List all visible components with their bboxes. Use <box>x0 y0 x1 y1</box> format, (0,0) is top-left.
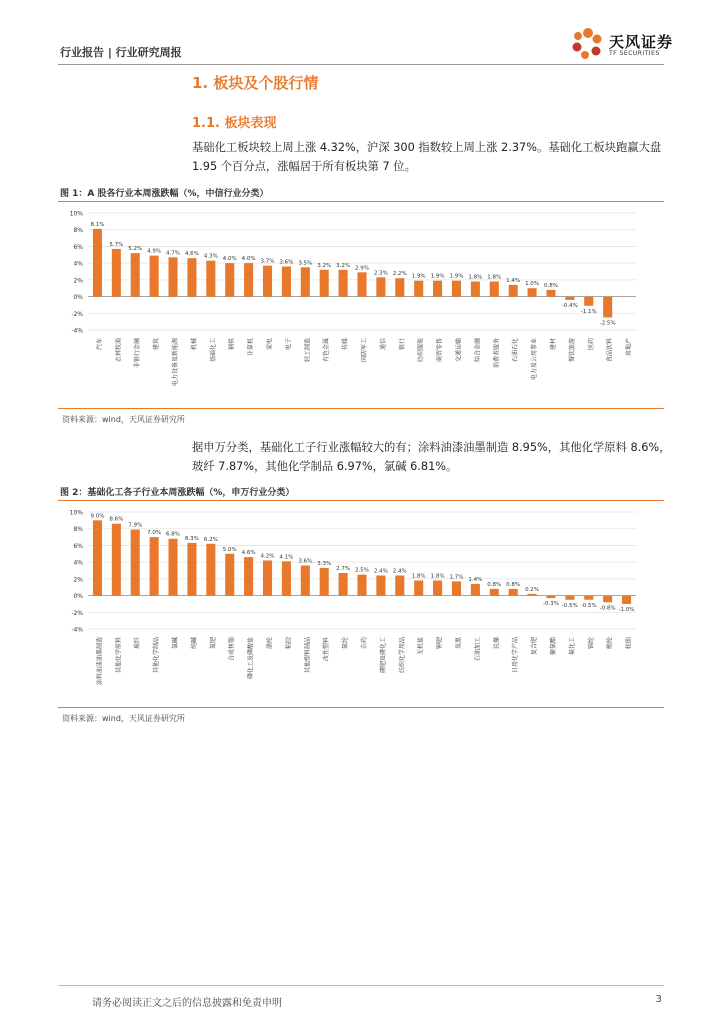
data-label: 3.7% <box>260 258 275 265</box>
x-tick-label: 纺织服装 <box>417 338 425 363</box>
y-tick-label: 8% <box>73 227 83 235</box>
data-label: 7.0% <box>147 530 162 537</box>
bar <box>244 557 253 595</box>
x-tick-label: 炭黑 <box>455 637 463 650</box>
data-label: 1.8% <box>430 573 445 580</box>
x-tick-label: 消费者服务 <box>493 338 501 369</box>
bar <box>528 594 537 596</box>
data-label: 2.7% <box>336 566 351 573</box>
x-tick-label: 电力设备及新能源 <box>172 338 180 387</box>
y-tick-label: 10% <box>69 210 83 218</box>
data-label: 1.9% <box>430 273 445 280</box>
data-label: 2.9% <box>355 265 369 272</box>
x-tick-label: 合成树脂 <box>228 637 236 662</box>
y-tick-label: 6% <box>73 243 83 251</box>
x-tick-label: 氨纶 <box>342 637 350 650</box>
x-tick-label: 轮胎 <box>625 637 633 650</box>
data-label: -2.5% <box>599 320 616 327</box>
header-breadcrumb: 行业报告 | 行业研究周报 <box>60 46 182 59</box>
bar <box>339 573 348 596</box>
y-tick-label: 0% <box>73 593 83 601</box>
bar <box>282 266 291 296</box>
bar <box>150 537 159 596</box>
bar <box>263 266 272 297</box>
x-tick-label: 房地产 <box>625 338 633 357</box>
bar <box>150 256 159 297</box>
figure-2-source: 资料来源：wind，天风证券研究所 <box>62 714 185 723</box>
bar <box>93 520 102 595</box>
bar <box>509 589 518 596</box>
data-label: 1.8% <box>411 573 426 580</box>
x-tick-label: 通信 <box>379 338 387 351</box>
bar <box>452 281 461 297</box>
x-tick-label: 维纶 <box>606 637 614 650</box>
figure-2-top-rule <box>58 500 664 501</box>
data-label: 6.3% <box>184 535 199 542</box>
bar <box>131 253 140 296</box>
data-label: -0.8% <box>599 605 616 612</box>
page-number: 3 <box>655 994 662 1005</box>
x-tick-label: 涤纶 <box>266 637 274 650</box>
bar <box>301 565 310 595</box>
data-label: 4.9% <box>147 248 162 255</box>
x-tick-label: 钢铁 <box>228 338 236 351</box>
y-tick-label: 0% <box>73 294 83 302</box>
data-label: -1.0% <box>618 606 635 613</box>
data-label: 2.4% <box>392 568 407 575</box>
x-tick-label: 氟化工 <box>568 637 576 656</box>
data-label: 6.8% <box>166 531 181 538</box>
x-tick-label: 钾肥 <box>436 637 444 650</box>
bar <box>433 581 442 596</box>
x-tick-label: 纯碱 <box>190 637 198 650</box>
y-tick-label: 10% <box>69 509 83 517</box>
bar <box>187 258 196 296</box>
bar <box>263 560 272 595</box>
data-label: 2.2% <box>392 271 407 278</box>
bar <box>357 575 366 596</box>
x-tick-label: 其他化学制品 <box>153 637 161 674</box>
x-tick-label: 轻工制造 <box>304 338 312 363</box>
bar <box>168 539 177 596</box>
x-tick-label: 农林牧渔 <box>115 338 123 363</box>
bar <box>603 297 612 318</box>
x-tick-label: 无机盐 <box>417 637 425 656</box>
x-tick-label: 改性塑料 <box>323 637 331 662</box>
bar <box>395 278 404 296</box>
section-heading: 1. 板块及个股行情 <box>192 74 319 92</box>
bar <box>414 581 423 596</box>
data-label: 4.1% <box>279 554 294 561</box>
bar <box>565 596 574 600</box>
x-tick-label: 石油石化 <box>512 338 520 363</box>
bar <box>339 270 348 297</box>
data-label: 1.4% <box>506 277 521 284</box>
x-tick-label: 食品饮料 <box>606 338 614 363</box>
bar <box>546 290 555 297</box>
x-tick-label: 家电 <box>266 338 274 351</box>
data-label: 3.2% <box>317 262 332 269</box>
bar <box>112 524 121 596</box>
x-tick-label: 医药 <box>587 338 595 351</box>
data-label: 4.3% <box>203 253 218 260</box>
data-label: 4.0% <box>241 256 256 263</box>
x-tick-label: 建材 <box>549 338 557 351</box>
data-label: 1.7% <box>449 574 464 581</box>
figure-1-title: 图 1：A 股各行业本周涨跌幅（%，中信行业分类） <box>60 189 269 199</box>
bar <box>320 568 329 596</box>
bar <box>244 263 253 296</box>
bar <box>301 267 310 296</box>
x-tick-label: 其他塑料制品 <box>304 637 312 674</box>
paragraph-1 <box>192 138 672 176</box>
x-tick-label: 氮肥 <box>209 637 217 650</box>
data-label: 3.2% <box>336 262 351 269</box>
data-label: 0.8% <box>487 581 502 588</box>
bar <box>603 596 612 603</box>
data-label: 4.7% <box>166 250 181 257</box>
data-label: -0.3% <box>542 601 559 608</box>
x-tick-label: 综合金融 <box>474 338 482 363</box>
bar <box>93 229 102 297</box>
bar <box>565 297 574 300</box>
bar <box>622 596 631 604</box>
bar <box>490 282 499 297</box>
bar <box>584 596 593 600</box>
data-label: 0.8% <box>543 282 558 289</box>
data-label: 4.0% <box>222 256 237 263</box>
bar <box>528 288 537 296</box>
x-tick-label: 锦纶 <box>587 637 595 650</box>
bar <box>206 261 215 297</box>
figure-1-top-rule <box>58 201 664 202</box>
data-label: 8.1% <box>90 221 105 228</box>
footer-divider <box>58 985 664 986</box>
bar <box>490 589 499 596</box>
bar <box>206 544 215 596</box>
data-label: 5.2% <box>128 246 143 253</box>
bar <box>320 270 329 297</box>
data-label: 4.2% <box>260 553 275 560</box>
x-tick-label: 磷化工及磷酸盐 <box>247 637 255 680</box>
y-tick-label: 6% <box>73 542 83 550</box>
subsection-heading: 1.1. 板块表现 <box>192 116 277 131</box>
x-tick-label: 电子 <box>285 338 293 351</box>
data-label: 1.8% <box>487 274 502 281</box>
x-tick-label: 餐饮旅游 <box>568 338 576 363</box>
bar <box>471 584 480 596</box>
figure-2-title: 图 2：基础化工各子行业本周涨跌幅（%，申万行业分类） <box>60 488 295 498</box>
bar <box>433 281 442 297</box>
x-tick-label: 聚氨酯 <box>549 637 557 656</box>
x-tick-label: 交通运输 <box>455 338 463 363</box>
y-tick-label: 2% <box>73 277 83 285</box>
paragraph-1-line-1: 基础化工板块较上周上涨 4.32%，沪深 300 指数较上周上涨 2.37%。基础化工板块跑赢大盘 <box>192 141 662 154</box>
brand-name: 天风证券 <box>609 33 674 51</box>
x-tick-label: 非银行金融 <box>134 338 142 369</box>
data-label: 3.6% <box>298 558 313 565</box>
bar <box>376 277 385 296</box>
figure-1-chart <box>58 205 664 400</box>
data-label: 3.3% <box>317 560 332 567</box>
x-tick-label: 电力及公用事业 <box>531 338 539 381</box>
bar <box>112 249 121 297</box>
bar <box>225 554 234 596</box>
bar <box>357 272 366 296</box>
y-tick-label: -2% <box>71 609 83 617</box>
x-tick-label: 国防军工 <box>361 338 368 363</box>
x-tick-label: 涂料油漆油墨制造 <box>96 637 104 686</box>
data-label: 7.9% <box>128 522 143 529</box>
x-tick-label: 基础化工 <box>209 338 217 363</box>
data-label: 1.4% <box>468 576 483 583</box>
paragraph-1-line-2: 1.95 个百分点，涨幅居于所有板块第 7 位。 <box>192 160 416 173</box>
data-label: 2.4% <box>373 568 388 575</box>
data-label: 4.6% <box>241 550 256 557</box>
bar <box>546 596 555 599</box>
x-tick-label: 机械 <box>190 338 198 351</box>
x-tick-label: 石油加工 <box>474 637 482 662</box>
data-label: -0.4% <box>561 302 578 309</box>
data-label: 3.5% <box>298 260 313 267</box>
bar <box>414 281 423 297</box>
data-label: 3.6% <box>279 259 294 266</box>
data-label: -1.1% <box>580 308 597 315</box>
bar <box>471 282 480 297</box>
data-label: 2.5% <box>355 567 369 574</box>
x-tick-label: 银行 <box>398 338 406 351</box>
data-label: 1.9% <box>411 273 426 280</box>
header-divider <box>58 64 664 65</box>
data-label: 5.0% <box>222 546 237 553</box>
figure-2-bottom-rule <box>58 707 664 708</box>
data-label: -0.5% <box>561 602 578 609</box>
x-tick-label: 有色金属 <box>323 338 331 363</box>
bar <box>376 576 385 596</box>
data-label: 0.2% <box>525 586 540 593</box>
x-tick-label: 其他化学原料 <box>115 637 123 674</box>
x-tick-label: 玻纤 <box>134 637 142 650</box>
bar <box>452 581 461 595</box>
data-label: 5.7% <box>109 241 124 248</box>
figure-2-chart <box>58 504 664 702</box>
x-tick-label: 传媒 <box>342 338 350 351</box>
x-tick-label: 民爆 <box>493 637 501 650</box>
x-tick-label: 日用化学产品 <box>512 637 520 674</box>
x-tick-label: 复合肥 <box>531 637 539 656</box>
y-tick-label: -4% <box>71 327 83 335</box>
y-tick-label: 4% <box>73 260 83 268</box>
bar <box>131 530 140 596</box>
data-label: 1.9% <box>449 273 464 280</box>
x-tick-label: 磷肥及磷化工 <box>379 637 387 674</box>
bar <box>282 561 291 595</box>
data-label: -0.5% <box>580 602 597 609</box>
bar <box>395 576 404 596</box>
data-label: 0.8% <box>506 581 521 588</box>
x-tick-label: 氯碱 <box>172 637 180 650</box>
figure-1-source: 资料来源：wind，天风证券研究所 <box>62 415 185 424</box>
data-label: 2.3% <box>373 270 388 277</box>
x-tick-label: 商贸零售 <box>436 338 444 363</box>
y-tick-label: -4% <box>71 626 83 634</box>
data-label: 1.8% <box>468 274 483 281</box>
x-tick-label: 汽车 <box>96 338 104 351</box>
x-tick-label: 建筑 <box>153 338 161 351</box>
brand-sub: TF SECURITIES <box>609 50 660 57</box>
data-label: 1.0% <box>525 281 540 288</box>
bar <box>187 543 196 596</box>
data-label: 6.2% <box>203 536 218 543</box>
x-tick-label: 农药 <box>361 637 368 650</box>
bar <box>225 263 234 296</box>
x-tick-label: 计算机 <box>247 338 255 357</box>
bar <box>168 257 177 296</box>
y-tick-label: 4% <box>73 559 83 567</box>
bar <box>584 297 593 306</box>
paragraph-2 <box>192 438 672 476</box>
bar <box>509 285 518 297</box>
data-label: 4.6% <box>184 251 199 258</box>
y-tick-label: 2% <box>73 576 83 584</box>
paragraph-2-line-2: 玻纤 7.87%，其他化学制品 6.97%，氯碱 6.81%。 <box>192 460 458 473</box>
y-tick-label: -2% <box>71 310 83 318</box>
x-tick-label: 纺织化学用品 <box>398 637 406 674</box>
paragraph-2-line-1: 据申万分类，基础化工子行业涨幅较大的有；涂料油漆油墨制造 8.95%，其他化学原料 8.6%， <box>192 441 671 454</box>
data-label: 9.0% <box>90 513 105 520</box>
footer-disclaimer: 请务必阅读正文之后的信息披露和免责申明 <box>92 998 282 1009</box>
y-tick-label: 8% <box>73 526 83 534</box>
data-label: 8.6% <box>109 516 124 523</box>
figure-1-bottom-rule <box>58 408 664 409</box>
x-tick-label: 粘胶 <box>285 637 293 650</box>
